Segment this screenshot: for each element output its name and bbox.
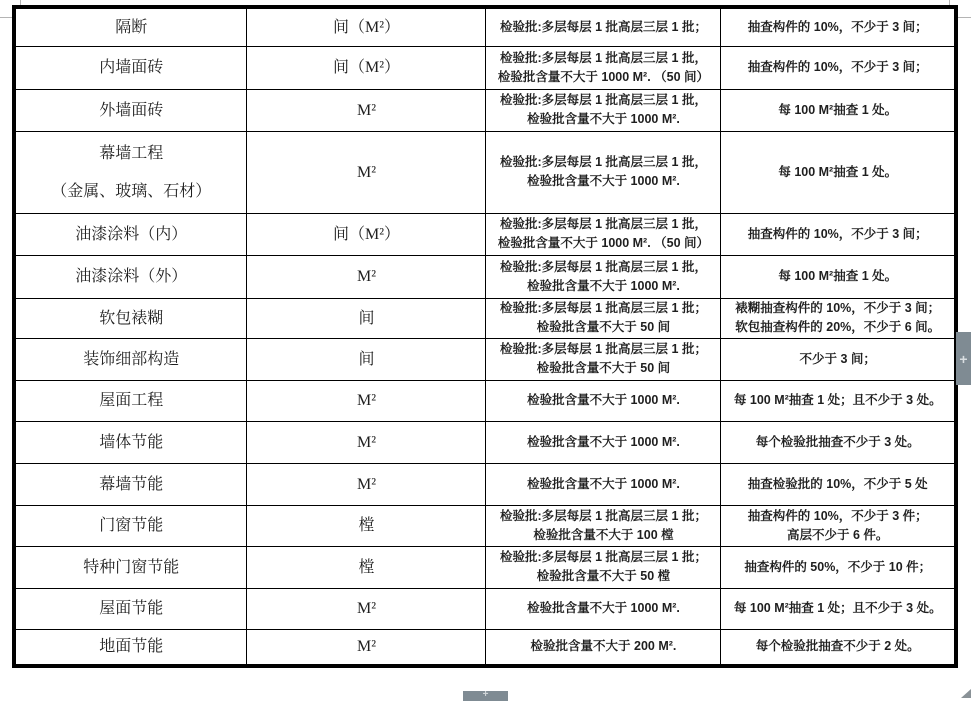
unit-cell[interactable]: M² [247,629,486,666]
batch-rule-cell-line: 检验批含量不大于 100 樘 [533,527,674,542]
item-cell[interactable] [14,380,247,421]
item-cell[interactable] [14,546,247,588]
sampling-rule-cell[interactable] [721,421,956,463]
unit-cell[interactable]: M² [247,421,486,463]
sampling-rule-cell-line: 抽查构件的 10%，不少于 3 间； [747,19,928,34]
unit-cell[interactable]: M² [247,380,486,421]
sampling-rule-cell[interactable] [721,131,956,213]
batch-rule-cell-line: 检验批:多层每层 1 批高层三层 1 批， [499,259,707,274]
batch-rule-cell[interactable] [486,629,721,666]
sampling-rule-cell-line: 抽查构件的 10%，不少于 3 件； [747,508,928,523]
item-cell[interactable] [14,338,247,380]
batch-rule-cell-line: 检验批:多层每层 1 批高层三层 1 批； [499,508,707,523]
sampling-rule-cell[interactable] [721,7,956,46]
item-cell[interactable] [14,421,247,463]
table-row [14,338,956,380]
table-row [14,131,956,213]
item-cell-line: 特种门窗节能 [83,558,180,576]
sampling-rule-cell-line: 抽查构件的 10%，不少于 3 间； [747,60,928,74]
batch-rule-cell-line: 检验批:多层每层 1 批高层三层 1 批； [499,342,707,356]
item-cell-line: 屋面节能 [99,600,164,617]
batch-rule-cell[interactable] [486,46,721,89]
sampling-rule-cell[interactable] [721,46,956,89]
table-row [14,298,956,338]
batch-rule-cell-line: 检验批:多层每层 1 批高层三层 1 批， [499,50,707,65]
item-cell[interactable] [14,298,247,338]
batch-rule-cell[interactable] [486,380,721,421]
table-row [14,7,956,46]
sampling-rule-cell[interactable] [721,505,956,546]
sampling-rule-cell-line: 每 100 M²抽查 1 处。 [778,102,898,117]
unit-cell[interactable]: M² [247,131,486,213]
bottom-scroll-plus-handle[interactable] [463,691,508,701]
item-cell-line: 软包裱糊 [99,309,164,327]
sampling-rule-cell[interactable] [721,213,956,255]
unit-cell[interactable]: 樘 [247,546,486,588]
item-cell[interactable] [14,255,247,298]
batch-rule-cell-line: 检验批:多层每层 1 批高层三层 1 批， [499,217,707,231]
batch-rule-cell[interactable] [486,546,721,588]
sampling-rule-cell-line: 每个检验批抽查不少于 3 处。 [755,434,920,449]
batch-rule-cell-line: 检验批含量不大于 1000 M². [527,174,680,188]
sampling-rule-cell-line: 裱糊抽查构件的 10%，不少于 3 间； [735,301,941,315]
sampling-rule-cell[interactable] [721,629,956,666]
table-row [14,46,956,89]
batch-rule-cell[interactable] [486,338,721,380]
sampling-rule-cell[interactable] [721,463,956,505]
batch-rule-cell-line: 检验批:多层每层 1 批高层三层 1 批； [499,19,707,34]
batch-rule-cell-line: 检验批含量不大于 1000 M². [527,476,680,491]
table-row [14,505,956,546]
unit-cell[interactable]: 樘 [247,505,486,546]
unit-cell[interactable]: 间（M²） [247,213,486,255]
sampling-rule-cell-line: 不少于 3 间； [799,351,876,366]
item-cell[interactable] [14,588,247,629]
sampling-rule-cell-line: 抽查构件的 50%，不少于 10 件； [744,559,932,574]
batch-rule-cell-line: 检验批:多层每层 1 批高层三层 1 批， [499,93,707,107]
table-row [14,463,956,505]
item-cell-line: 屋面工程 [99,392,164,409]
table-row [14,546,956,588]
sampling-rule-cell-line: 每 100 M²抽查 1 处；且不少于 3 处。 [733,393,942,407]
batch-rule-cell-line: 检验批含量不大于 1000 M². [527,112,680,126]
item-cell[interactable] [14,505,247,546]
batch-rule-cell[interactable] [486,89,721,131]
table-row [14,588,956,629]
batch-rule-cell[interactable] [486,131,721,213]
unit-cell[interactable]: M² [247,255,486,298]
sampling-rule-cell[interactable] [721,338,956,380]
table-row [14,255,956,298]
item-cell-line: 隔断 [115,18,148,36]
unit-cell[interactable]: M² [247,588,486,629]
item-cell-line: 地面节能 [99,638,164,656]
unit-cell[interactable]: 间（M²） [247,46,486,89]
table-row [14,89,956,131]
item-cell-line: 内墙面砖 [99,59,164,76]
crop-mark-top-left-horizontal [0,17,12,18]
batch-rule-cell[interactable] [486,421,721,463]
batch-rule-cell-line: 检验批含量不大于 1000 M². （50 间） [497,69,710,84]
batch-rule-cell-line: 检验批含量不大于 50 间 [536,320,671,334]
item-cell[interactable] [14,629,247,666]
sampling-rule-cell[interactable] [721,546,956,588]
item-cell[interactable] [14,463,247,505]
item-cell-line: 幕墙工程 [99,144,164,162]
batch-rule-cell-line: 检验批:多层每层 1 批高层三层 1 批； [499,550,707,564]
right-scroll-plus-handle[interactable] [956,332,971,385]
batch-rule-cell-line: 检验批含量不大于 50 樘 [536,569,671,583]
table-row [14,629,956,666]
batch-rule-cell-line: 检验批含量不大于 1000 M². [527,393,680,407]
batch-rule-cell-line: 检验批含量不大于 1000 M². （50 间） [497,236,710,250]
inspection-batch-table [12,5,958,668]
batch-rule-cell[interactable] [486,255,721,298]
item-cell[interactable] [14,89,247,131]
sampling-rule-cell[interactable] [721,298,956,338]
item-cell[interactable] [14,131,247,213]
item-cell-line: 外墙面砖 [99,101,164,119]
resize-grip-icon[interactable] [961,689,971,698]
plus-icon: + [482,691,489,700]
sampling-rule-cell-line: 每 100 M²抽查 1 处。 [778,164,898,179]
batch-rule-cell[interactable] [486,505,721,546]
sampling-rule-cell[interactable] [721,588,956,629]
item-cell[interactable] [14,213,247,255]
batch-rule-cell[interactable] [486,7,721,46]
sampling-rule-cell-line: 高层不少于 6 件。 [787,527,889,542]
unit-cell[interactable]: 间 [247,338,486,380]
sampling-rule-cell-line: 抽查检验批的 10%，不少于 5 处 [747,476,928,491]
batch-rule-cell-line: 检验批:多层每层 1 批高层三层 1 批， [499,155,707,169]
crop-mark-top-right-horizontal [958,17,971,18]
item-cell-line: 墙体节能 [99,433,164,451]
batch-rule-cell-line: 检验批含量不大于 1000 M². [527,601,680,615]
item-cell[interactable] [14,46,247,89]
unit-cell[interactable]: 间（M²） [247,7,486,46]
item-cell-line: 油漆涂料（外） [75,268,188,285]
table-row [14,421,956,463]
batch-rule-cell[interactable] [486,298,721,338]
batch-rule-cell-line: 检验批含量不大于 50 间 [536,361,671,375]
unit-cell[interactable]: M² [247,463,486,505]
batch-rule-cell-line: 检验批含量不大于 1000 M². [527,434,680,449]
item-cell-line: 门窗节能 [99,517,164,534]
batch-rule-cell-line: 检验批:多层每层 1 批高层三层 1 批； [499,301,707,315]
unit-cell[interactable]: M² [247,89,486,131]
item-cell-line: 幕墙节能 [99,475,164,493]
sampling-rule-cell-line: 抽查构件的 10%，不少于 3 间； [747,226,928,241]
item-cell-line: 油漆涂料（内） [75,225,188,243]
unit-cell[interactable]: 间 [247,298,486,338]
table-row [14,380,956,421]
table-row [14,213,956,255]
batch-rule-cell-line: 检验批含量不大于 1000 M². [527,278,680,293]
batch-rule-cell-line: 检验批含量不大于 200 M². [530,639,677,654]
sampling-rule-cell[interactable] [721,380,956,421]
sampling-rule-cell[interactable] [721,255,956,298]
sampling-rule-cell-line: 每 100 M²抽查 1 处；且不少于 3 处。 [733,601,942,615]
sampling-rule-cell-line: 每个检验批抽查不少于 2 处。 [755,639,920,654]
table-body [14,7,956,666]
sampling-rule-cell[interactable] [721,89,956,131]
batch-rule-cell[interactable] [486,463,721,505]
item-cell-line: 装饰细部构造 [83,350,180,368]
plus-icon: + [959,350,968,367]
batch-rule-cell[interactable] [486,213,721,255]
batch-rule-cell[interactable] [486,588,721,629]
item-cell-line: （金属、玻璃、石材） [51,182,212,200]
item-cell[interactable] [14,7,247,46]
sampling-rule-cell-line: 每 100 M²抽查 1 处。 [778,269,898,283]
sampling-rule-cell-line: 软包抽查构件的 20%，不少于 6 间。 [735,320,941,334]
